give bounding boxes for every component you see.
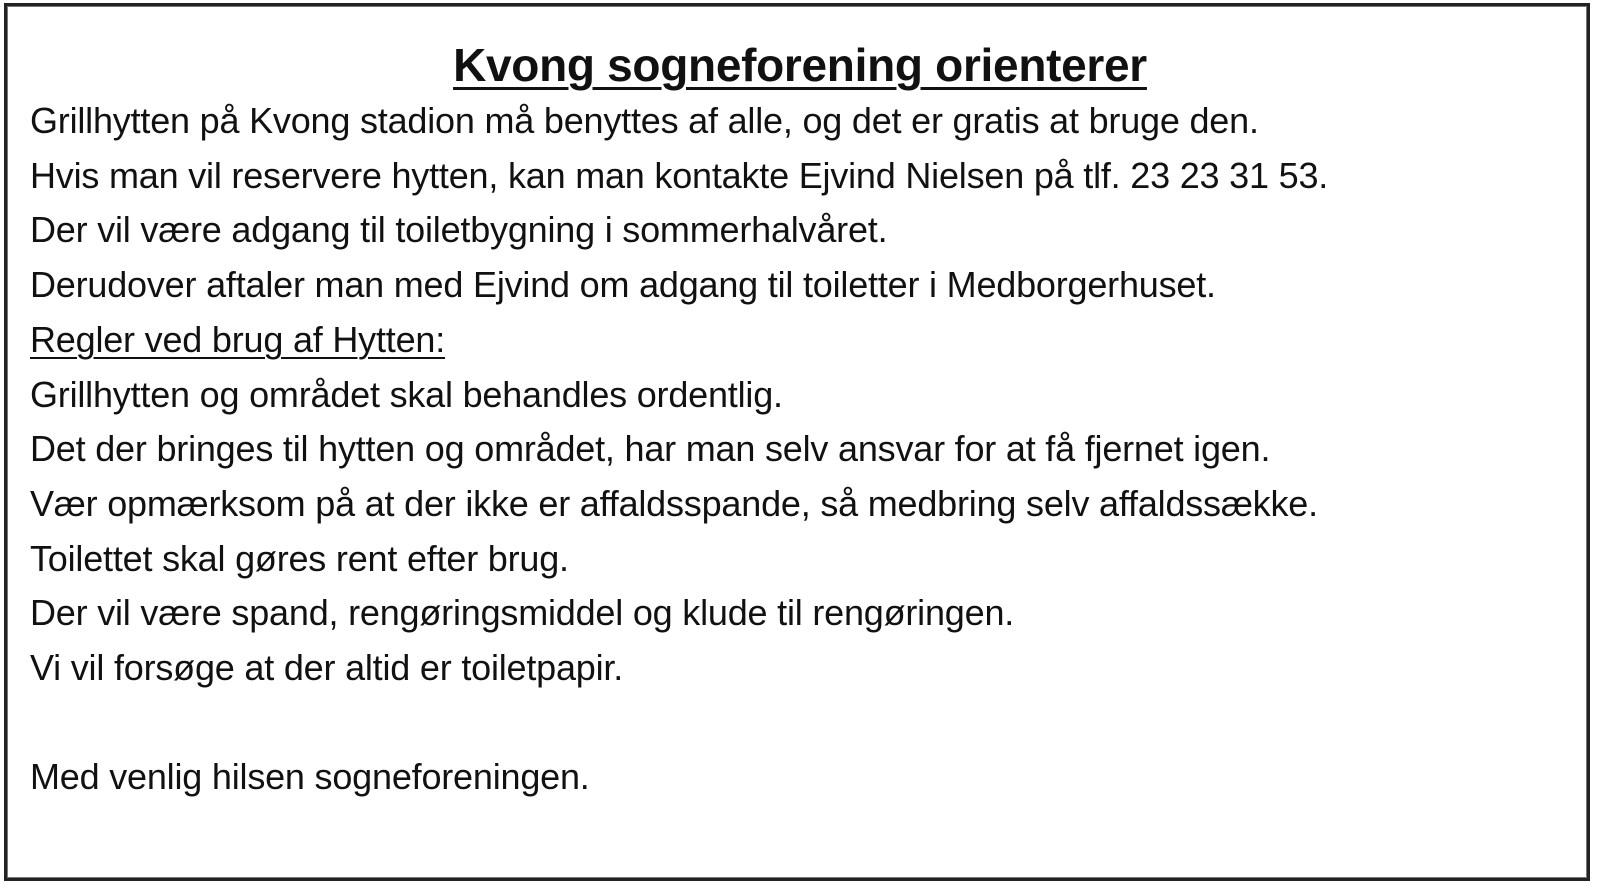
rule-line: Der vil være spand, rengøringsmiddel og klude til rengøringen. [30, 592, 1015, 634]
notice-title: Kvong sogneforening orienterer [453, 39, 1147, 91]
rule-line: Vi vil forsøge at der altid er toiletpapir. [30, 647, 624, 689]
intro-line: Derudover aftaler man med Ejvind om adgang til toiletter i Medborgerhuset. [30, 264, 1216, 306]
rule-line: Grillhytten og området skal behandles ordentlig. [30, 373, 783, 415]
rules-heading: Regler ved brug af Hytten: [30, 318, 446, 360]
rule-line: Toilettet skal gøres rent efter brug. [30, 537, 569, 579]
rule-line: Vær opmærksom på at der ikke er affaldsspande, så medbring selv affaldssække. [30, 482, 1318, 524]
rule-line: Det der bringes til hytten og området, har man selv ansvar for at få fjernet igen. [30, 428, 1271, 470]
notice-content [30, 28, 1570, 805]
intro-line: Grillhytten på Kvong stadion må benyttes af alle, og det er gratis at bruge den. [30, 100, 1259, 141]
closing-line: Med venlig hilsen sogneforeningen. [30, 756, 590, 798]
intro-line: Hvis man vil reservere hytten, kan man kontakte Ejvind Nielsen på tlf. 23 23 31 53. [30, 154, 1329, 196]
intro-line: Der vil være adgang til toiletbygning i sommerhalvåret. [30, 209, 888, 251]
blank-line [30, 696, 1570, 751]
